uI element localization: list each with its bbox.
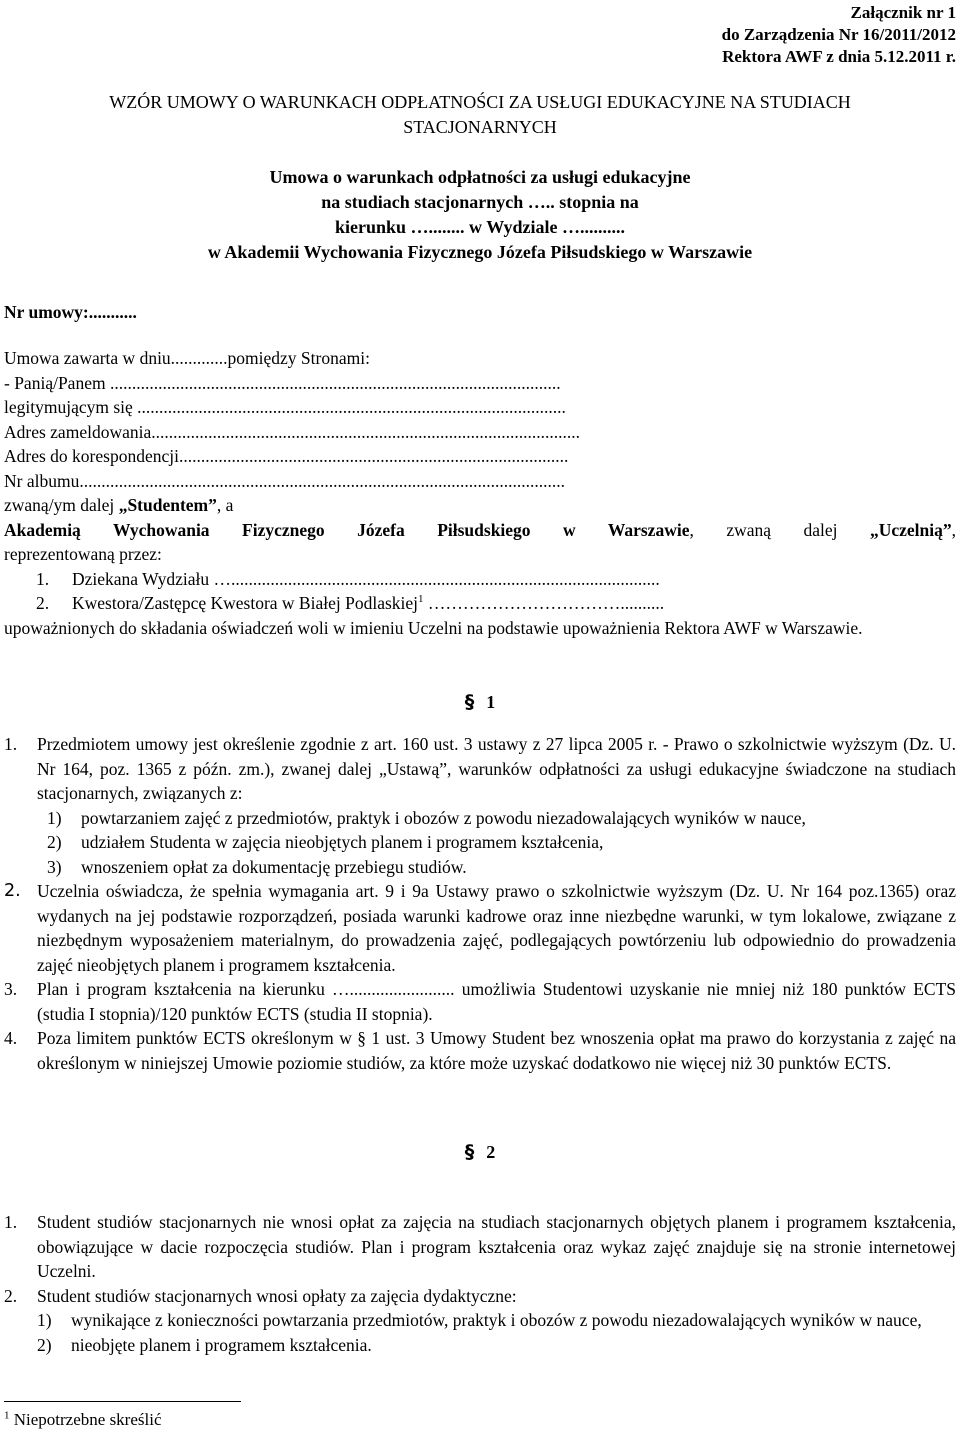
representative-1 <box>4 567 956 592</box>
subitem-1 <box>37 1308 956 1333</box>
section-1-list <box>4 732 956 1075</box>
footnote-number: 1 <box>4 1409 10 1422</box>
item-number: 2. <box>4 1285 18 1306</box>
university-term: „Uczelnią” <box>869 519 952 540</box>
item-number: 4. <box>4 1028 18 1048</box>
parties-block <box>4 346 956 640</box>
subitem-text: udziałem Studenta w zajęcia nieobjętych planem i programem kształcenia, <box>81 832 604 852</box>
section-2-subitems <box>4 1308 956 1357</box>
section-1-item-2 <box>4 879 956 977</box>
subtitle-line-3: kierunku …........ w Wydziale ….......... <box>334 217 626 237</box>
student-pre: zwaną/ym dalej <box>4 495 119 515</box>
subtitle-line-4: w Akademii Wychowania Fizycznego Józefa Piłsudskiego w Warszawie <box>207 242 753 262</box>
rep2-text: Kwestora/Zastępcę Kwestora w Białej Podlaskiej <box>72 593 419 613</box>
item-number: 3. <box>4 979 18 999</box>
contract-number: Nr umowy:........... <box>4 302 137 322</box>
party-id: legitymującym się .................................................................................................. <box>4 397 566 417</box>
student-term: „Studentem” <box>118 495 217 515</box>
section-1-number: 1 <box>486 692 496 712</box>
student-post: , a <box>216 495 234 515</box>
subitem-text: nieobjęte planem i programem kształcenia. <box>71 1334 372 1355</box>
annex-header <box>722 2 956 68</box>
section-2-number: 2 <box>486 1142 496 1162</box>
subitem-2 <box>37 1333 956 1358</box>
item-number: 1. <box>4 1212 18 1232</box>
party-album: Nr albumu............................................................................................................... <box>4 470 565 491</box>
subitem-number: 1) <box>47 807 62 828</box>
item-text: Student studiów stacjonarnych wnosi opłaty za zajęcia dydaktyczne: <box>37 1285 517 1306</box>
item-text: Student studiów stacjonarnych nie wnosi opłat za zajęcia na studiach stacjonarnych objętych planem i programem kształcenia, obowiązujące w dacie rozpoczęcia studiów. Plan i program kształcenia oraz wykaz zajęć znajduje się na stronie internetowej Uczelni. <box>37 1212 956 1281</box>
section-2-list <box>4 1210 956 1357</box>
subitem-number: 3) <box>47 856 62 877</box>
party-address: Adres zameldowania.................................................................................................. <box>4 421 580 442</box>
section-1-heading <box>0 690 960 715</box>
section-1-item-4 <box>4 1026 956 1075</box>
subitem-number: 2) <box>37 1334 52 1355</box>
footnote-text: Niepotrzebne skreślić <box>9 1410 162 1429</box>
contract-intro: Umowa zawarta w dniu.............pomiędzy Stronami: <box>4 348 370 368</box>
university-designation <box>4 518 956 543</box>
rep1-num: 1. <box>36 568 50 589</box>
title-line-1: WZÓR UMOWY O WARUNKACH ODPŁATNOŚCI ZA USŁUGI EDUKACYJNE NA STUDIACH <box>109 92 851 112</box>
section-2-heading <box>0 1140 960 1165</box>
annex-line-2: do Zarządzenia Nr 16/2011/2012 <box>721 25 956 44</box>
item-text: Poza limitem punktów ECTS określonym w § 1 ust. 3 Umowy Student bez wnoszenia opłat ma prawo do korzystania z zajęć na określonym w niniejszej Umowie poziomie studiów, za które może uzyskać dodatkowo nie więcej niż 30 punktów ECTS. <box>37 1028 956 1073</box>
subitem-2 <box>37 830 956 855</box>
represented-by: reprezentowaną przez: <box>4 544 162 564</box>
annex-line-3: Rektora AWF z dnia 5.12.2011 r. <box>722 47 956 66</box>
subitem-text: powtarzaniem zajęć z przedmiotów, praktyk i obozów z powodu niezadowalających wyników w nauce, <box>81 807 806 828</box>
item-text: Plan i program kształcenia na kierunku …........................ umożliwia Studentowi uzyskanie nie mniej niż 180 punktów ECTS (studia I stopnia)/120 punktów ECTS (studia II stopnia). <box>37 979 956 1024</box>
university-name: Akademią Wychowania Fizycznego Józefa Piłsudskiego w Warszawie <box>4 519 690 540</box>
party-correspondence: Adres do korespondencji......................................................................................... <box>4 446 569 466</box>
section-2-item-1 <box>4 1210 956 1284</box>
paragraph-sign: § <box>464 1141 475 1163</box>
party-name: - Panią/Panem ....................................................................................................... <box>4 372 561 393</box>
footnote-ref: 1 <box>418 593 424 606</box>
subitem-text: wnoszeniem opłat za dokumentację przebiegu studiów. <box>81 856 467 877</box>
subtitle-line-2: na studiach stacjonarnych ….. stopnia na <box>321 192 639 212</box>
university-post: , <box>951 519 956 540</box>
item-text: Uczelnia oświadcza, że spełnia wymagania art. 9 i 9a Ustawy prawo o szkolnictwie wyższym (Dz. U. Nr 164 poz.1365) oraz wydanych na jej podstawie rozporządzeń, posiada warunki kadrowe oraz inne niezbędne warunki, w tym lokalowe, związane z niezbędnym wyposażeniem materialnym, do prowadzenia zajęć, podlegających powtórzeniu lub odpowiednio do prowadzenia zajęć nieobjętych planem i programem kształcenia. <box>37 881 956 975</box>
subitem-3 <box>37 855 956 880</box>
document-title <box>0 90 960 140</box>
item-number: 2. <box>4 881 21 901</box>
university-mid: , zwaną dalej <box>689 519 870 540</box>
annex-line-1: Załącznik nr 1 <box>850 3 956 22</box>
item-number: 1. <box>4 734 18 754</box>
rep1-text: Dziekana Wydziału ….................................................................................................. <box>72 568 660 589</box>
rep2-num: 2. <box>36 593 50 613</box>
section-1-item-3 <box>4 977 956 1026</box>
section-1-subitems <box>4 806 956 880</box>
student-designation <box>4 493 956 518</box>
subitem-number: 1) <box>37 1310 52 1330</box>
section-2-item-2 <box>4 1284 956 1309</box>
paragraph-sign: § <box>464 691 475 713</box>
title-line-2: STACJONARNYCH <box>403 117 557 137</box>
subitem-text: wynikające z konieczności powtarzania przedmiotów, praktyk i obozów z powodu niezadowalających wyników w nauce, <box>71 1310 922 1330</box>
contract-subtitle <box>0 165 960 265</box>
subitem-number: 2) <box>47 832 62 852</box>
rep2-dots: …………………………….......... <box>423 593 665 613</box>
subtitle-line-1: Umowa o warunkach odpłatności za usługi edukacyjne <box>269 167 691 187</box>
representative-2 <box>4 591 956 616</box>
subitem-1 <box>37 806 956 831</box>
footnote-separator <box>4 1401 241 1402</box>
footnote <box>4 1408 162 1433</box>
section-1-item-1 <box>4 732 956 806</box>
item-text: Przedmiotem umowy jest określenie zgodnie z art. 160 ust. 3 ustawy z 27 lipca 2005 r. - Prawo o szkolnictwie wyższym (Dz. U. Nr 164, poz. 1365 z późn. zm.), zwanej dalej „Ustawą”, warunków odpłatności za usługi edukacyjne świadczone na studiach stacjonarnych, związanych z: <box>37 734 956 803</box>
authorization-note: upoważnionych do składania oświadczeń woli w imieniu Uczelni na podstawie upoważnienia Rektora AWF w Warszawie. <box>4 617 863 638</box>
